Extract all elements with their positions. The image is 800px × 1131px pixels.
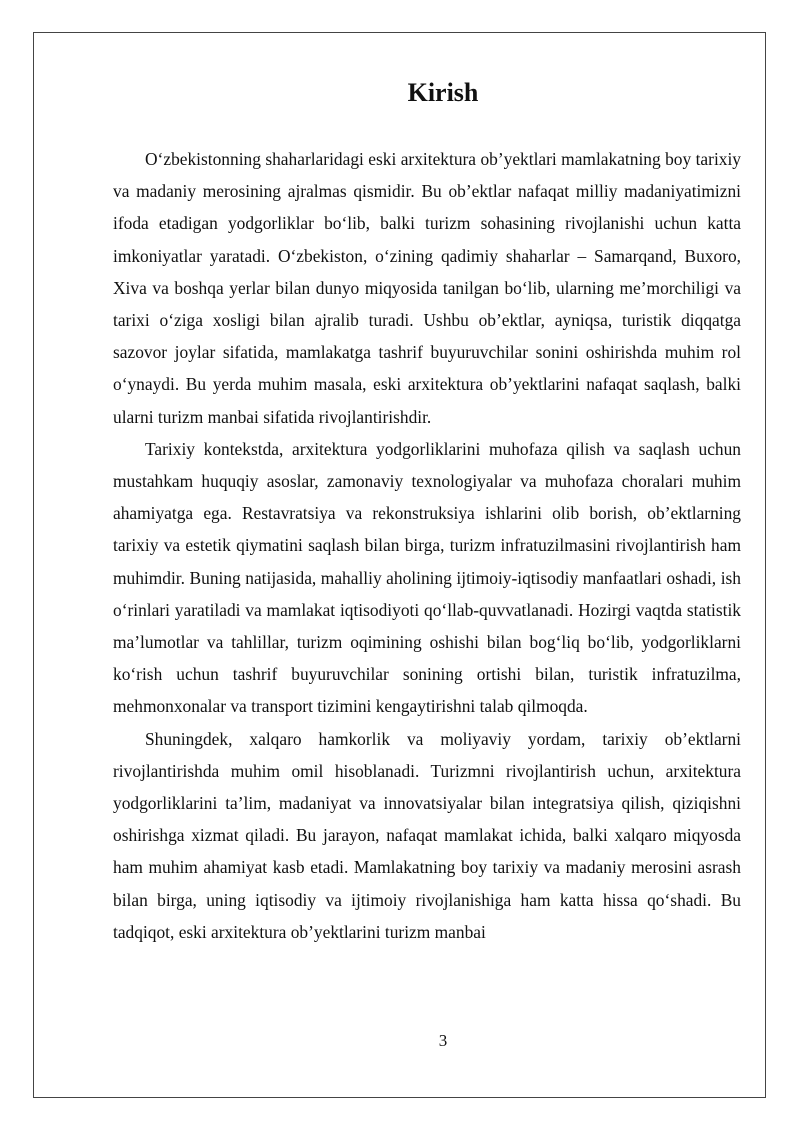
- page-title: Kirish: [407, 78, 479, 107]
- paragraph-international-cooperation: Shuningdek, xalqaro hamkorlik va moliyaviy yordam, tarixiy ob’ektlarni rivojlantirishda muhim omil hisoblanadi. Turizmni rivojlantirish uchun, arxitektura yodgorliklarini ta’lim, madaniyat va innovatsiyalar bilan integratsiya qilish, qiziqishni oshirishga xizmat qiladi. Bu jarayon, nafaqat mamlakat ichida, balki xalqaro miqyosda ham muhim ahamiyat kasb etadi. Mamlakatning boy tarixiy va madaniy merosini asrash bilan birga, uning iqtisodiy va ijtimoiy rivojlanishiga ham katta hissa qo‘shadi. Bu tadqiqot, eski arxitektura ob’yektlarini turizm manbai: [113, 728, 741, 942]
- paragraph-historical-context: Tarixiy kontekstda, arxitektura yodgorliklarini muhofaza qilish va saqlash uchun mustahkam huquqiy asoslar, zamonaviy texnologiyalar va muhofaza choralari muhim ahamiyatga ega. Restavratsiya va rekonstruksiya ishlarini olib borish, ob’ektlarning tarixiy va estetik qiymatini saqlash bilan birga, turizm infratuzilmasini rivojlantirish ham muhimdir. Buning natijasida, mahalliy aholining ijtimoiy-iqtisodiy manfaatlari oshadi, ish o‘rinlari yaratiladi va mamlakat iqtisodiyoti qo‘llab-quvvatlanadi. Hozirgi vaqtda statistik ma’lumotlar va tahlillar, turizm oqimining oshishi bilan bog‘liq bo‘lib, yodgorliklarni ko‘rish uchun tashrif buyuruvchilar sonining ortishi bilan, turistik infratuzilma, mehmonxonalar va transport tizimini kengaytirishni talab qilmoqda.: [113, 438, 741, 717]
- document-body: [113, 143, 741, 948]
- paragraph-intro: O‘zbekistonning shaharlaridagi eski arxitektura ob’yektlari mamlakatning boy tarixiy va madaniy merosining ajralmas qismidir. Bu ob’ektlar nafaqat milliy madaniyatimizni ifoda etadigan yodgorliklar bo‘lib, balki turizm sohasining rivojlanishi uchun katta imkoniyatlar yaratadi. O‘zbekiston, o‘zining qadimiy shaharlar – Samarqand, Buxoro, Xiva va boshqa yerlar bilan dunyo miqyosida tanilgan bo‘lib, ularning me’morchiligi va tarixi o‘ziga xosligi bilan ajralib turadi. Ushbu ob’ektlar, ayniqsa, turistik diqqatga sazovor joylar sifatida, mamlakatga tashrif buyuruvchilar sonini oshirishda muhim rol o‘ynaydi. Bu yerda muhim masala, eski arxitektura ob’yektlarini nafaqat saqlash, balki ularni turizm manbai sifatida rivojlantirishdir.: [113, 149, 741, 427]
- page-number: 3: [438, 1031, 448, 1050]
